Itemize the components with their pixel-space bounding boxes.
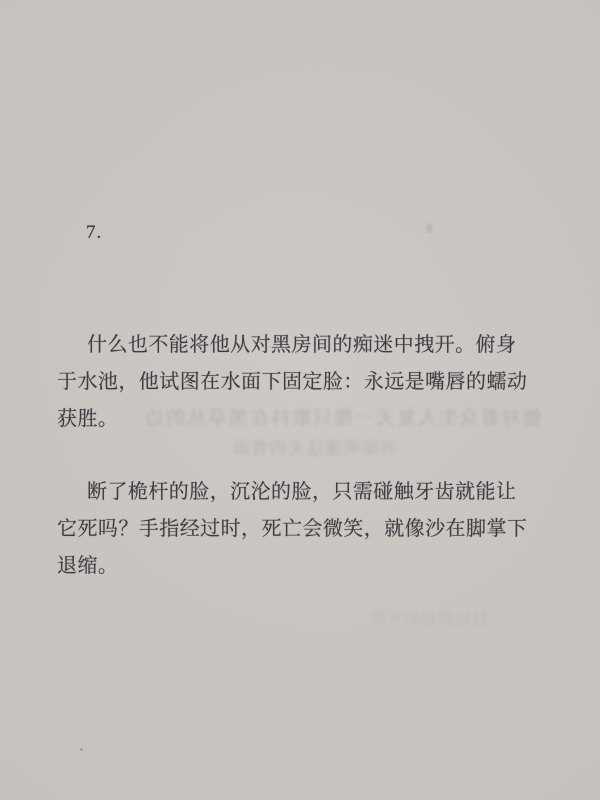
- showthrough-page-number: 8: [426, 222, 433, 237]
- section-number: 7.: [86, 222, 103, 243]
- showthrough-text-line-2: 书端明递这天的背面: [231, 439, 398, 458]
- paragraph-1-line-2: 于水池，他试图在水面下固定脸：永远是嘴唇的蠕动: [57, 371, 528, 393]
- paragraph-1-line-3: 获胜。: [57, 408, 119, 430]
- paragraph-1-line-1: 什么也不能将他从对黑房间的痴迷中拽开。俯身: [87, 334, 517, 356]
- paragraph-2-line-3: 退缩。: [57, 555, 119, 577]
- paragraph-2-line-1: 断了桅杆的脸，沉沦的脸，只需碰触牙齿就能让: [87, 481, 517, 503]
- showthrough-text-line-3: 轻轻掠起的灰影: [368, 611, 488, 628]
- paragraph-2-line-2: 它死吗？手指经过时，死亡会微笑，就像沙在脚掌下: [57, 518, 528, 540]
- paper-speck: [80, 748, 83, 751]
- showthrough-text-line-1: 他对着众生人复天一像只歌抖在黑草丛的边: [142, 408, 542, 429]
